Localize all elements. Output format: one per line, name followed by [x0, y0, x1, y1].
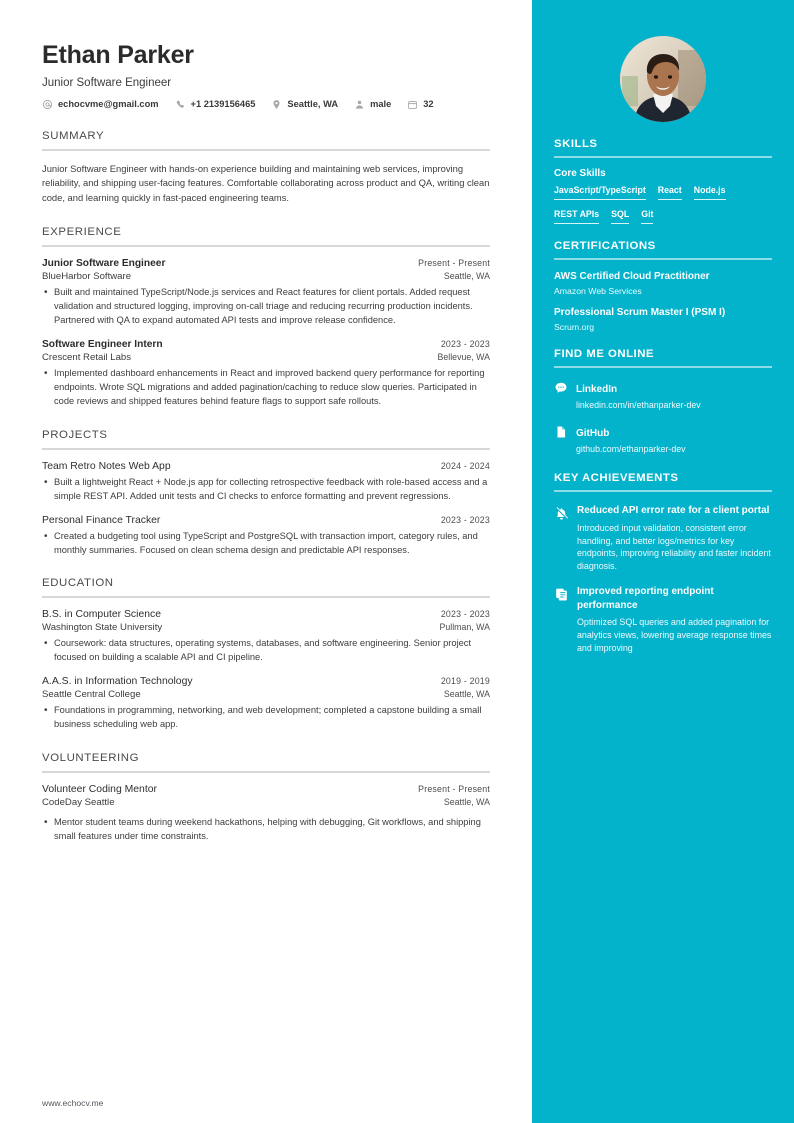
entry-title: Volunteer Coding Mentor [42, 784, 157, 796]
entry-bullets [42, 530, 490, 558]
contact-email [42, 99, 159, 110]
achievement-item [554, 504, 772, 573]
page-title: Ethan Parker [42, 41, 194, 69]
entry-dates: 2024 - 2024 [440, 460, 490, 471]
achievement-title: Reduced API error rate for a client portal [577, 505, 770, 517]
entry-location: Pullman, WA [439, 622, 490, 633]
achievement-description: Introduced input validation, consistent error handling, and better logs/metrics for key endpoints, improving reliability and faster incident diagnosis. [577, 522, 771, 572]
entry-title: Personal Finance Tracker [42, 514, 161, 526]
skill-tag: React [658, 185, 682, 200]
sidebar-divider [554, 156, 772, 158]
entry-title: A.A.S. in Information Technology [42, 676, 193, 688]
achievement-description: Optimized SQL queries and added pagination for analytics views, lowering average response times and improving [577, 617, 772, 654]
section-volunteering [42, 752, 490, 844]
entry-organization: Crescent Retail Labs [42, 351, 132, 363]
entry-organization: Washington State University [42, 622, 163, 634]
avatar-photo [620, 36, 706, 122]
education-entry [42, 609, 490, 665]
contact-age [407, 99, 433, 110]
entry-organization: Seattle Central College [42, 689, 141, 701]
list-item: • Built and maintained TypeScript/Node.js services and React features for client portals. Added request validation and structured logging, improving on-call triage and reducing recurring production incidents. Partnered with QA to expand automated API tests and improve release confidence. [42, 286, 490, 328]
entry-bullets [42, 286, 490, 328]
skill-tag: Node.js [694, 185, 726, 200]
section-experience [42, 226, 490, 409]
section-divider [42, 245, 490, 247]
entry-title: B.S. in Computer Science [42, 609, 161, 621]
entry-location: Seattle, WA [443, 689, 490, 700]
link-item-github[interactable] [554, 423, 772, 456]
contact-gender-text: male [370, 99, 392, 109]
achievements-heading: KEY ACHIEVEMENTS [554, 472, 679, 485]
entry-dates: 2023 - 2023 [440, 514, 490, 525]
location-pin-icon [271, 99, 282, 110]
chat-bubble-icon [554, 381, 568, 395]
link-item-linkedin[interactable] [554, 379, 772, 412]
sidebar-divider [554, 490, 772, 492]
section-divider [42, 149, 490, 151]
skills-group-title: Core Skills [554, 168, 606, 179]
footer-url[interactable]: www.echocv.me [42, 1098, 104, 1108]
entry-dates: 2023 - 2023 [440, 338, 490, 349]
education-heading: EDUCATION [42, 577, 114, 590]
avatar-wrap [554, 0, 772, 122]
section-summary [42, 130, 490, 207]
project-entry [42, 515, 490, 558]
contact-location-text: Seattle, WA [287, 99, 339, 109]
section-divider [42, 596, 490, 598]
certification-issuer: Scrum.org [554, 322, 595, 333]
entry-bullets [42, 704, 490, 732]
entry-bullets [42, 367, 490, 409]
volunteering-heading: VOLUNTEERING [42, 752, 140, 765]
entry-organization: CodeDay Seattle [42, 797, 115, 809]
entry-bullets [42, 476, 490, 504]
contact-gender [354, 99, 391, 110]
at-icon [42, 99, 53, 110]
contact-phone [175, 99, 256, 110]
section-projects [42, 429, 490, 558]
experience-entry [42, 258, 490, 328]
certification-item [554, 306, 772, 332]
sidebar-divider [554, 258, 772, 260]
job-role: Junior Software Engineer [42, 76, 172, 89]
certification-name: AWS Certified Cloud Practitioner [554, 271, 710, 282]
contact-age-text: 32 [423, 99, 434, 109]
sidebar-divider [554, 366, 772, 368]
list-item: • Foundations in programming, networking, and web development; completed a capstone building a small business scheduling web app. [42, 704, 490, 732]
link-label: LinkedIn [576, 384, 618, 396]
entry-dates: Present - Present [418, 784, 490, 795]
entry-title: Team Retro Notes Web App [42, 460, 171, 472]
calendar-icon [407, 99, 418, 110]
skill-tag: JavaScript/TypeScript [554, 185, 646, 200]
sidebar-section-certifications [554, 240, 772, 332]
volunteering-entry [42, 784, 490, 844]
entry-title: Junior Software Engineer [42, 258, 166, 270]
entry-location: Seattle, WA [443, 797, 490, 808]
section-divider [42, 771, 490, 773]
certification-item [554, 270, 772, 296]
sidebar-section-skills [554, 138, 772, 224]
contact-location [271, 99, 338, 110]
projects-heading: PROJECTS [42, 428, 108, 441]
summary-heading: SUMMARY [42, 129, 105, 142]
certifications-heading: CERTIFICATIONS [554, 240, 656, 252]
link-url[interactable]: github.com/ethanparker-dev [576, 444, 686, 455]
section-education [42, 577, 490, 732]
skills-heading: SKILLS [554, 138, 598, 150]
entry-dates: 2019 - 2019 [440, 676, 490, 687]
file-icon [554, 425, 568, 439]
contact-row [42, 99, 490, 110]
links-heading: FIND ME ONLINE [554, 348, 655, 361]
section-divider [42, 448, 490, 450]
list-item: • Coursework: data structures, operating systems, databases, and software engineering. Senior project focused on building a scalable API and CI pipeline. [42, 637, 490, 665]
sidebar-section-links [554, 348, 772, 456]
avatar [620, 36, 706, 122]
achievement-item [554, 585, 772, 655]
entry-title: Software Engineer Intern [42, 338, 163, 350]
list-item: • Mentor student teams during weekend hackathons, helping with debugging, Git workflows, and shipping small features under time constraints. [42, 816, 490, 844]
certification-issuer: Amazon Web Services [554, 286, 642, 297]
experience-heading: EXPERIENCE [42, 226, 122, 239]
list-item: • Created a budgeting tool using TypeScript and PostgreSQL with transaction import, category rules, and monthly summaries. Focused on clean schema design and predictable API responses. [42, 530, 490, 558]
entry-organization: BlueHarbor Software [42, 271, 132, 283]
list-item: • Built a lightweight React + Node.js app for collecting retrospective feedback with role-based access and a simple REST API. Added unit tests and CI checks to enforce formatting and prevent regressions. [42, 476, 490, 504]
phone-icon [175, 99, 186, 110]
sidebar [532, 0, 794, 1123]
summary-text: Junior Software Engineer with hands-on experience building and maintaining web services, improving reliability, and shipping user-facing features. Comfortable collaborating across product and QA, writing clean code, and learning quickly in fast-paced engineering teams. [42, 162, 490, 204]
skill-tag: Git [641, 209, 653, 224]
link-url[interactable]: linkedin.com/in/ethanparker-dev [576, 400, 701, 411]
clipboard-icon [554, 587, 569, 602]
entry-location: Bellevue, WA [437, 351, 490, 362]
certification-name: Professional Scrum Master I (PSM I) [554, 307, 726, 319]
achievement-title: Improved reporting endpoint performance [577, 586, 714, 611]
entry-dates: Present - Present [418, 258, 490, 269]
entry-bullets [42, 816, 490, 844]
link-label: GitHub [576, 428, 610, 440]
experience-entry [42, 339, 490, 409]
bell-off-icon [554, 506, 569, 521]
skill-tag: SQL [611, 209, 629, 224]
entry-dates: 2023 - 2023 [440, 609, 490, 620]
list-item: • Implemented dashboard enhancements in React and improved backend query performance for reporting endpoints. Wrote SQL migrations and added pagination/caching to reduce slow queries. Participated in code reviews and shipped features behind feature flags to support safe rollouts. [42, 367, 490, 409]
project-entry [42, 461, 490, 504]
entry-location: Seattle, WA [443, 271, 490, 282]
person-icon [354, 99, 365, 110]
skill-tag: REST APIs [554, 209, 599, 224]
skill-tag-list [554, 185, 772, 224]
contact-phone-text: +1 2139156465 [190, 99, 256, 109]
education-entry [42, 676, 490, 732]
contact-email-text: echocvme@gmail.com [58, 99, 159, 109]
entry-bullets [42, 637, 490, 665]
sidebar-section-achievements [554, 472, 772, 655]
